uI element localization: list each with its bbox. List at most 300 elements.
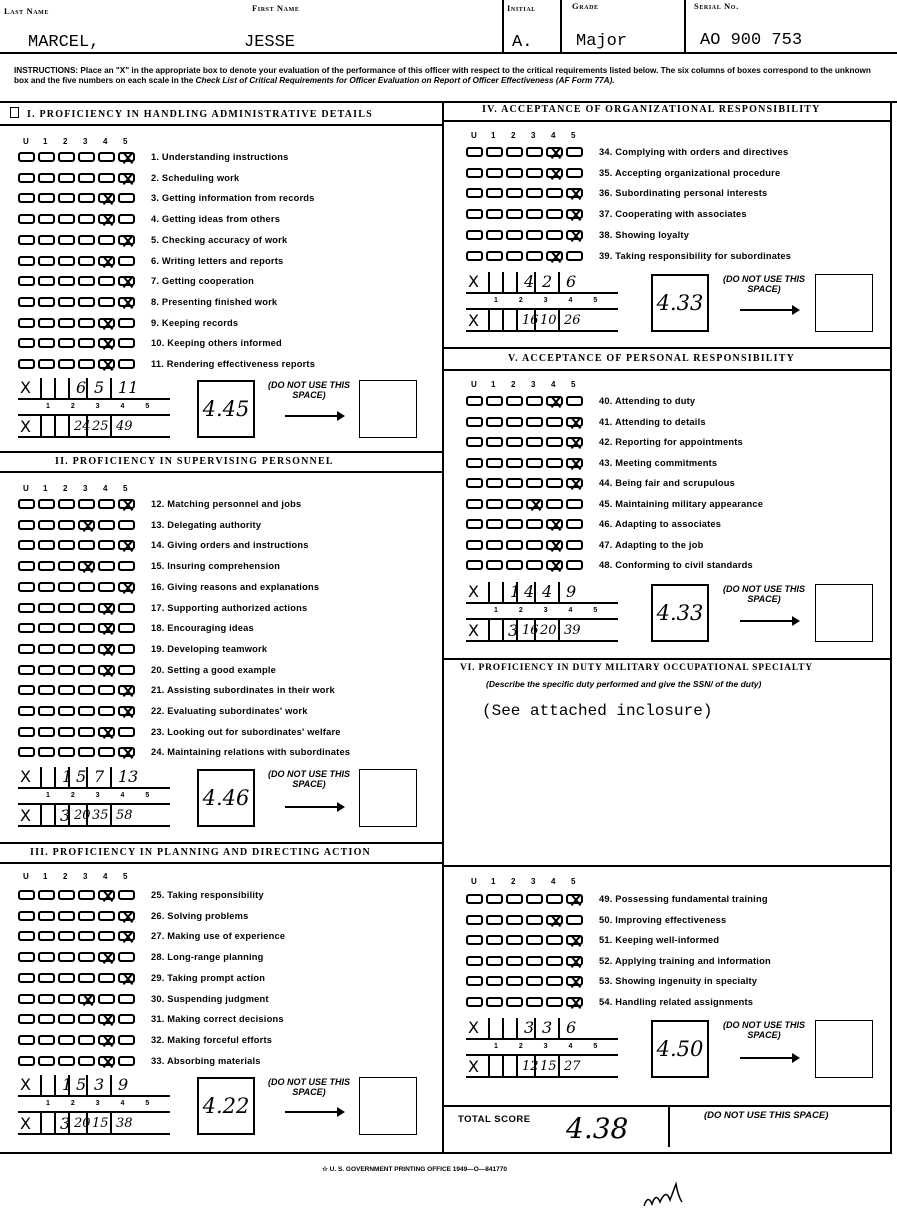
checkbox[interactable] <box>118 1056 135 1066</box>
checkbox[interactable] <box>118 359 135 369</box>
checkbox[interactable] <box>38 623 55 633</box>
checkbox[interactable] <box>466 437 483 447</box>
checkbox[interactable] <box>118 1014 135 1024</box>
checkbox[interactable] <box>506 417 523 427</box>
checkbox[interactable] <box>98 540 115 550</box>
checkbox[interactable] <box>18 235 35 245</box>
checkbox[interactable] <box>18 973 35 983</box>
checkbox-checked[interactable] <box>566 209 583 219</box>
checkbox[interactable] <box>506 188 523 198</box>
checkbox[interactable] <box>466 915 483 925</box>
checkbox[interactable] <box>98 747 115 757</box>
checkbox[interactable] <box>18 499 35 509</box>
checkbox[interactable] <box>18 1014 35 1024</box>
checkbox[interactable] <box>466 251 483 261</box>
checkbox[interactable] <box>78 297 95 307</box>
checkbox[interactable] <box>18 173 35 183</box>
checkbox[interactable] <box>506 458 523 468</box>
checkbox[interactable] <box>466 519 483 529</box>
checkbox[interactable] <box>526 188 543 198</box>
checkbox[interactable] <box>526 458 543 468</box>
checkbox[interactable] <box>58 890 75 900</box>
checkbox[interactable] <box>38 994 55 1004</box>
checkbox[interactable] <box>58 911 75 921</box>
checkbox[interactable] <box>486 396 503 406</box>
checkbox[interactable] <box>486 458 503 468</box>
checkbox[interactable] <box>526 478 543 488</box>
checkbox[interactable] <box>38 644 55 654</box>
checkbox[interactable] <box>18 193 35 203</box>
checkbox[interactable] <box>486 168 503 178</box>
checkbox[interactable] <box>466 417 483 427</box>
checkbox-checked[interactable] <box>118 297 135 307</box>
checkbox[interactable] <box>526 540 543 550</box>
checkbox[interactable] <box>466 540 483 550</box>
checkbox[interactable] <box>18 623 35 633</box>
checkbox[interactable] <box>526 209 543 219</box>
checkbox[interactable] <box>58 644 75 654</box>
checkbox[interactable] <box>78 706 95 716</box>
checkbox[interactable] <box>18 952 35 962</box>
checkbox[interactable] <box>38 297 55 307</box>
checkbox[interactable] <box>506 230 523 240</box>
checkbox[interactable] <box>58 931 75 941</box>
checkbox[interactable] <box>18 603 35 613</box>
checkbox[interactable] <box>486 209 503 219</box>
checkbox[interactable] <box>18 747 35 757</box>
checkbox[interactable] <box>58 603 75 613</box>
checkbox[interactable] <box>78 499 95 509</box>
checkbox[interactable] <box>38 173 55 183</box>
checkbox-checked[interactable] <box>118 173 135 183</box>
checkbox[interactable] <box>526 396 543 406</box>
checkbox[interactable] <box>118 623 135 633</box>
checkbox[interactable] <box>78 193 95 203</box>
checkbox[interactable] <box>38 276 55 286</box>
checkbox[interactable] <box>486 478 503 488</box>
checkbox-checked[interactable] <box>546 251 563 261</box>
checkbox[interactable] <box>58 561 75 571</box>
checkbox[interactable] <box>58 214 75 224</box>
checkbox-checked[interactable] <box>118 685 135 695</box>
checkbox[interactable] <box>58 582 75 592</box>
checkbox[interactable] <box>58 623 75 633</box>
checkbox[interactable] <box>546 499 563 509</box>
checkbox-checked[interactable] <box>546 147 563 157</box>
checkbox[interactable] <box>466 396 483 406</box>
checkbox[interactable] <box>546 458 563 468</box>
checkbox[interactable] <box>118 952 135 962</box>
checkbox[interactable] <box>18 540 35 550</box>
checkbox-checked[interactable] <box>566 417 583 427</box>
checkbox[interactable] <box>118 994 135 1004</box>
checkbox[interactable] <box>486 976 503 986</box>
checkbox[interactable] <box>566 251 583 261</box>
checkbox[interactable] <box>546 478 563 488</box>
checkbox[interactable] <box>58 1035 75 1045</box>
checkbox[interactable] <box>466 168 483 178</box>
checkbox[interactable] <box>38 256 55 266</box>
checkbox[interactable] <box>38 665 55 675</box>
checkbox[interactable] <box>78 952 95 962</box>
checkbox[interactable] <box>58 685 75 695</box>
checkbox-checked[interactable] <box>118 582 135 592</box>
checkbox[interactable] <box>58 338 75 348</box>
checkbox[interactable] <box>118 1035 135 1045</box>
checkbox[interactable] <box>78 644 95 654</box>
checkbox-checked[interactable] <box>118 706 135 716</box>
checkbox-checked[interactable] <box>566 894 583 904</box>
checkbox[interactable] <box>98 706 115 716</box>
checkbox[interactable] <box>78 685 95 695</box>
checkbox[interactable] <box>118 214 135 224</box>
checkbox[interactable] <box>118 520 135 530</box>
checkbox[interactable] <box>58 994 75 1004</box>
checkbox[interactable] <box>486 437 503 447</box>
checkbox[interactable] <box>58 1056 75 1066</box>
checkbox[interactable] <box>98 561 115 571</box>
checkbox[interactable] <box>506 519 523 529</box>
checkbox[interactable] <box>566 147 583 157</box>
checkbox[interactable] <box>98 931 115 941</box>
checkbox-checked[interactable] <box>118 747 135 757</box>
checkbox[interactable] <box>58 193 75 203</box>
checkbox[interactable] <box>78 318 95 328</box>
checkbox[interactable] <box>506 894 523 904</box>
checkbox[interactable] <box>486 540 503 550</box>
checkbox-checked[interactable] <box>78 994 95 1004</box>
checkbox[interactable] <box>526 251 543 261</box>
checkbox[interactable] <box>58 952 75 962</box>
checkbox[interactable] <box>78 911 95 921</box>
checkbox[interactable] <box>58 706 75 716</box>
checkbox[interactable] <box>18 318 35 328</box>
checkbox-checked[interactable] <box>118 973 135 983</box>
checkbox[interactable] <box>58 297 75 307</box>
checkbox[interactable] <box>526 935 543 945</box>
checkbox[interactable] <box>566 396 583 406</box>
checkbox[interactable] <box>526 560 543 570</box>
checkbox[interactable] <box>58 359 75 369</box>
checkbox[interactable] <box>466 230 483 240</box>
checkbox[interactable] <box>18 582 35 592</box>
checkbox[interactable] <box>486 230 503 240</box>
checkbox[interactable] <box>78 338 95 348</box>
checkbox-checked[interactable] <box>78 561 95 571</box>
checkbox-checked[interactable] <box>98 727 115 737</box>
checkbox[interactable] <box>38 931 55 941</box>
checkbox[interactable] <box>18 644 35 654</box>
checkbox[interactable] <box>486 251 503 261</box>
checkbox-checked[interactable] <box>118 499 135 509</box>
checkbox[interactable] <box>58 173 75 183</box>
checkbox[interactable] <box>118 318 135 328</box>
checkbox[interactable] <box>78 727 95 737</box>
checkbox[interactable] <box>506 956 523 966</box>
checkbox[interactable] <box>526 437 543 447</box>
checkbox[interactable] <box>38 973 55 983</box>
checkbox[interactable] <box>38 706 55 716</box>
checkbox[interactable] <box>98 276 115 286</box>
checkbox-checked[interactable] <box>98 644 115 654</box>
checkbox[interactable] <box>38 685 55 695</box>
checkbox-checked[interactable] <box>98 214 115 224</box>
checkbox[interactable] <box>38 1056 55 1066</box>
checkbox[interactable] <box>38 359 55 369</box>
checkbox[interactable] <box>98 582 115 592</box>
checkbox[interactable] <box>58 540 75 550</box>
checkbox[interactable] <box>566 168 583 178</box>
checkbox[interactable] <box>78 747 95 757</box>
checkbox[interactable] <box>486 915 503 925</box>
checkbox-checked[interactable] <box>546 168 563 178</box>
checkbox[interactable] <box>38 1035 55 1045</box>
checkbox[interactable] <box>38 952 55 962</box>
checkbox[interactable] <box>98 152 115 162</box>
checkbox[interactable] <box>78 152 95 162</box>
checkbox[interactable] <box>486 560 503 570</box>
checkbox[interactable] <box>546 209 563 219</box>
checkbox-checked[interactable] <box>98 359 115 369</box>
checkbox-checked[interactable] <box>546 915 563 925</box>
checkbox[interactable] <box>18 561 35 571</box>
checkbox[interactable] <box>18 297 35 307</box>
checkbox[interactable] <box>78 1035 95 1045</box>
checkbox[interactable] <box>486 935 503 945</box>
checkbox[interactable] <box>58 499 75 509</box>
checkbox[interactable] <box>38 338 55 348</box>
checkbox-checked[interactable] <box>118 540 135 550</box>
checkbox[interactable] <box>466 478 483 488</box>
checkbox[interactable] <box>18 911 35 921</box>
checkbox-checked[interactable] <box>118 276 135 286</box>
checkbox[interactable] <box>486 894 503 904</box>
checkbox[interactable] <box>78 623 95 633</box>
checkbox[interactable] <box>98 685 115 695</box>
checkbox[interactable] <box>38 747 55 757</box>
checkbox[interactable] <box>506 997 523 1007</box>
checkbox[interactable] <box>566 915 583 925</box>
checkbox[interactable] <box>58 256 75 266</box>
checkbox[interactable] <box>18 685 35 695</box>
checkbox[interactable] <box>38 499 55 509</box>
checkbox[interactable] <box>78 359 95 369</box>
checkbox[interactable] <box>466 935 483 945</box>
checkbox[interactable] <box>486 417 503 427</box>
checkbox[interactable] <box>78 256 95 266</box>
checkbox[interactable] <box>546 956 563 966</box>
checkbox[interactable] <box>546 935 563 945</box>
checkbox[interactable] <box>466 976 483 986</box>
checkbox-checked[interactable] <box>566 956 583 966</box>
checkbox-checked[interactable] <box>566 230 583 240</box>
checkbox[interactable] <box>38 890 55 900</box>
checkbox-checked[interactable] <box>98 890 115 900</box>
checkbox[interactable] <box>118 561 135 571</box>
checkbox-checked[interactable] <box>98 623 115 633</box>
checkbox[interactable] <box>506 976 523 986</box>
checkbox[interactable] <box>78 1056 95 1066</box>
checkbox-checked[interactable] <box>98 193 115 203</box>
checkbox[interactable] <box>506 396 523 406</box>
checkbox[interactable] <box>466 458 483 468</box>
checkbox[interactable] <box>546 997 563 1007</box>
checkbox[interactable] <box>118 193 135 203</box>
checkbox[interactable] <box>566 519 583 529</box>
checkbox[interactable] <box>506 168 523 178</box>
checkbox[interactable] <box>466 956 483 966</box>
checkbox[interactable] <box>18 520 35 530</box>
checkbox[interactable] <box>38 603 55 613</box>
checkbox-checked[interactable] <box>78 520 95 530</box>
checkbox[interactable] <box>58 318 75 328</box>
checkbox[interactable] <box>486 147 503 157</box>
checkbox[interactable] <box>58 152 75 162</box>
checkbox[interactable] <box>38 152 55 162</box>
checkbox-checked[interactable] <box>566 188 583 198</box>
checkbox[interactable] <box>38 214 55 224</box>
checkbox[interactable] <box>526 168 543 178</box>
checkbox[interactable] <box>118 338 135 348</box>
checkbox[interactable] <box>118 890 135 900</box>
checkbox[interactable] <box>118 603 135 613</box>
checkbox-checked[interactable] <box>118 235 135 245</box>
checkbox[interactable] <box>78 931 95 941</box>
checkbox[interactable] <box>466 499 483 509</box>
checkbox[interactable] <box>18 1035 35 1045</box>
checkbox[interactable] <box>18 152 35 162</box>
checkbox-checked[interactable] <box>118 911 135 921</box>
checkbox[interactable] <box>58 520 75 530</box>
checkbox[interactable] <box>546 188 563 198</box>
checkbox[interactable] <box>18 214 35 224</box>
checkbox-checked[interactable] <box>118 152 135 162</box>
checkbox[interactable] <box>78 235 95 245</box>
checkbox[interactable] <box>78 1014 95 1024</box>
checkbox[interactable] <box>18 727 35 737</box>
checkbox[interactable] <box>506 935 523 945</box>
checkbox[interactable] <box>526 230 543 240</box>
checkbox[interactable] <box>58 1014 75 1024</box>
checkbox[interactable] <box>98 297 115 307</box>
checkbox[interactable] <box>18 1056 35 1066</box>
checkbox[interactable] <box>78 276 95 286</box>
checkbox[interactable] <box>78 540 95 550</box>
checkbox[interactable] <box>566 499 583 509</box>
checkbox[interactable] <box>506 251 523 261</box>
checkbox[interactable] <box>98 911 115 921</box>
checkbox-checked[interactable] <box>566 935 583 945</box>
checkbox[interactable] <box>38 911 55 921</box>
checkbox[interactable] <box>118 727 135 737</box>
checkbox[interactable] <box>98 994 115 1004</box>
checkbox[interactable] <box>98 973 115 983</box>
checkbox[interactable] <box>78 582 95 592</box>
checkbox[interactable] <box>58 276 75 286</box>
checkbox[interactable] <box>18 931 35 941</box>
checkbox[interactable] <box>38 582 55 592</box>
checkbox[interactable] <box>18 665 35 675</box>
checkbox[interactable] <box>58 235 75 245</box>
checkbox-checked[interactable] <box>98 1014 115 1024</box>
checkbox[interactable] <box>466 894 483 904</box>
checkbox[interactable] <box>526 997 543 1007</box>
checkbox[interactable] <box>118 256 135 266</box>
checkbox[interactable] <box>78 665 95 675</box>
checkbox[interactable] <box>38 561 55 571</box>
checkbox[interactable] <box>38 540 55 550</box>
checkbox[interactable] <box>18 890 35 900</box>
checkbox-checked[interactable] <box>566 458 583 468</box>
checkbox[interactable] <box>78 973 95 983</box>
checkbox[interactable] <box>486 956 503 966</box>
checkbox[interactable] <box>526 519 543 529</box>
checkbox[interactable] <box>38 193 55 203</box>
checkbox[interactable] <box>78 890 95 900</box>
checkbox[interactable] <box>526 894 543 904</box>
checkbox[interactable] <box>466 188 483 198</box>
checkbox[interactable] <box>486 188 503 198</box>
checkbox[interactable] <box>526 976 543 986</box>
checkbox[interactable] <box>466 209 483 219</box>
checkbox[interactable] <box>78 603 95 613</box>
checkbox-checked[interactable] <box>98 665 115 675</box>
checkbox[interactable] <box>506 540 523 550</box>
checkbox[interactable] <box>18 706 35 716</box>
checkbox[interactable] <box>98 235 115 245</box>
checkbox[interactable] <box>58 973 75 983</box>
checkbox[interactable] <box>18 276 35 286</box>
checkbox-checked[interactable] <box>566 478 583 488</box>
checkbox-checked[interactable] <box>98 603 115 613</box>
checkbox[interactable] <box>486 997 503 1007</box>
checkbox-checked[interactable] <box>566 976 583 986</box>
checkbox[interactable] <box>78 173 95 183</box>
checkbox-checked[interactable] <box>98 318 115 328</box>
checkbox-checked[interactable] <box>546 396 563 406</box>
checkbox[interactable] <box>506 437 523 447</box>
checkbox[interactable] <box>118 644 135 654</box>
checkbox[interactable] <box>38 235 55 245</box>
checkbox-checked[interactable] <box>98 256 115 266</box>
checkbox[interactable] <box>506 147 523 157</box>
checkbox[interactable] <box>506 209 523 219</box>
checkbox[interactable] <box>18 359 35 369</box>
checkbox-checked[interactable] <box>526 499 543 509</box>
checkbox[interactable] <box>58 665 75 675</box>
checkbox[interactable] <box>118 665 135 675</box>
checkbox[interactable] <box>506 478 523 488</box>
checkbox-checked[interactable] <box>98 1035 115 1045</box>
checkbox[interactable] <box>506 915 523 925</box>
checkbox-checked[interactable] <box>546 540 563 550</box>
checkbox-checked[interactable] <box>98 338 115 348</box>
checkbox[interactable] <box>58 747 75 757</box>
checkbox[interactable] <box>526 417 543 427</box>
checkbox-checked[interactable] <box>566 437 583 447</box>
checkbox[interactable] <box>506 560 523 570</box>
checkbox[interactable] <box>18 338 35 348</box>
checkbox[interactable] <box>38 318 55 328</box>
checkbox[interactable] <box>486 519 503 529</box>
checkbox[interactable] <box>486 499 503 509</box>
checkbox[interactable] <box>38 727 55 737</box>
checkbox[interactable] <box>466 997 483 1007</box>
checkbox[interactable] <box>98 520 115 530</box>
checkbox[interactable] <box>506 499 523 509</box>
checkbox[interactable] <box>38 520 55 530</box>
checkbox-checked[interactable] <box>546 519 563 529</box>
